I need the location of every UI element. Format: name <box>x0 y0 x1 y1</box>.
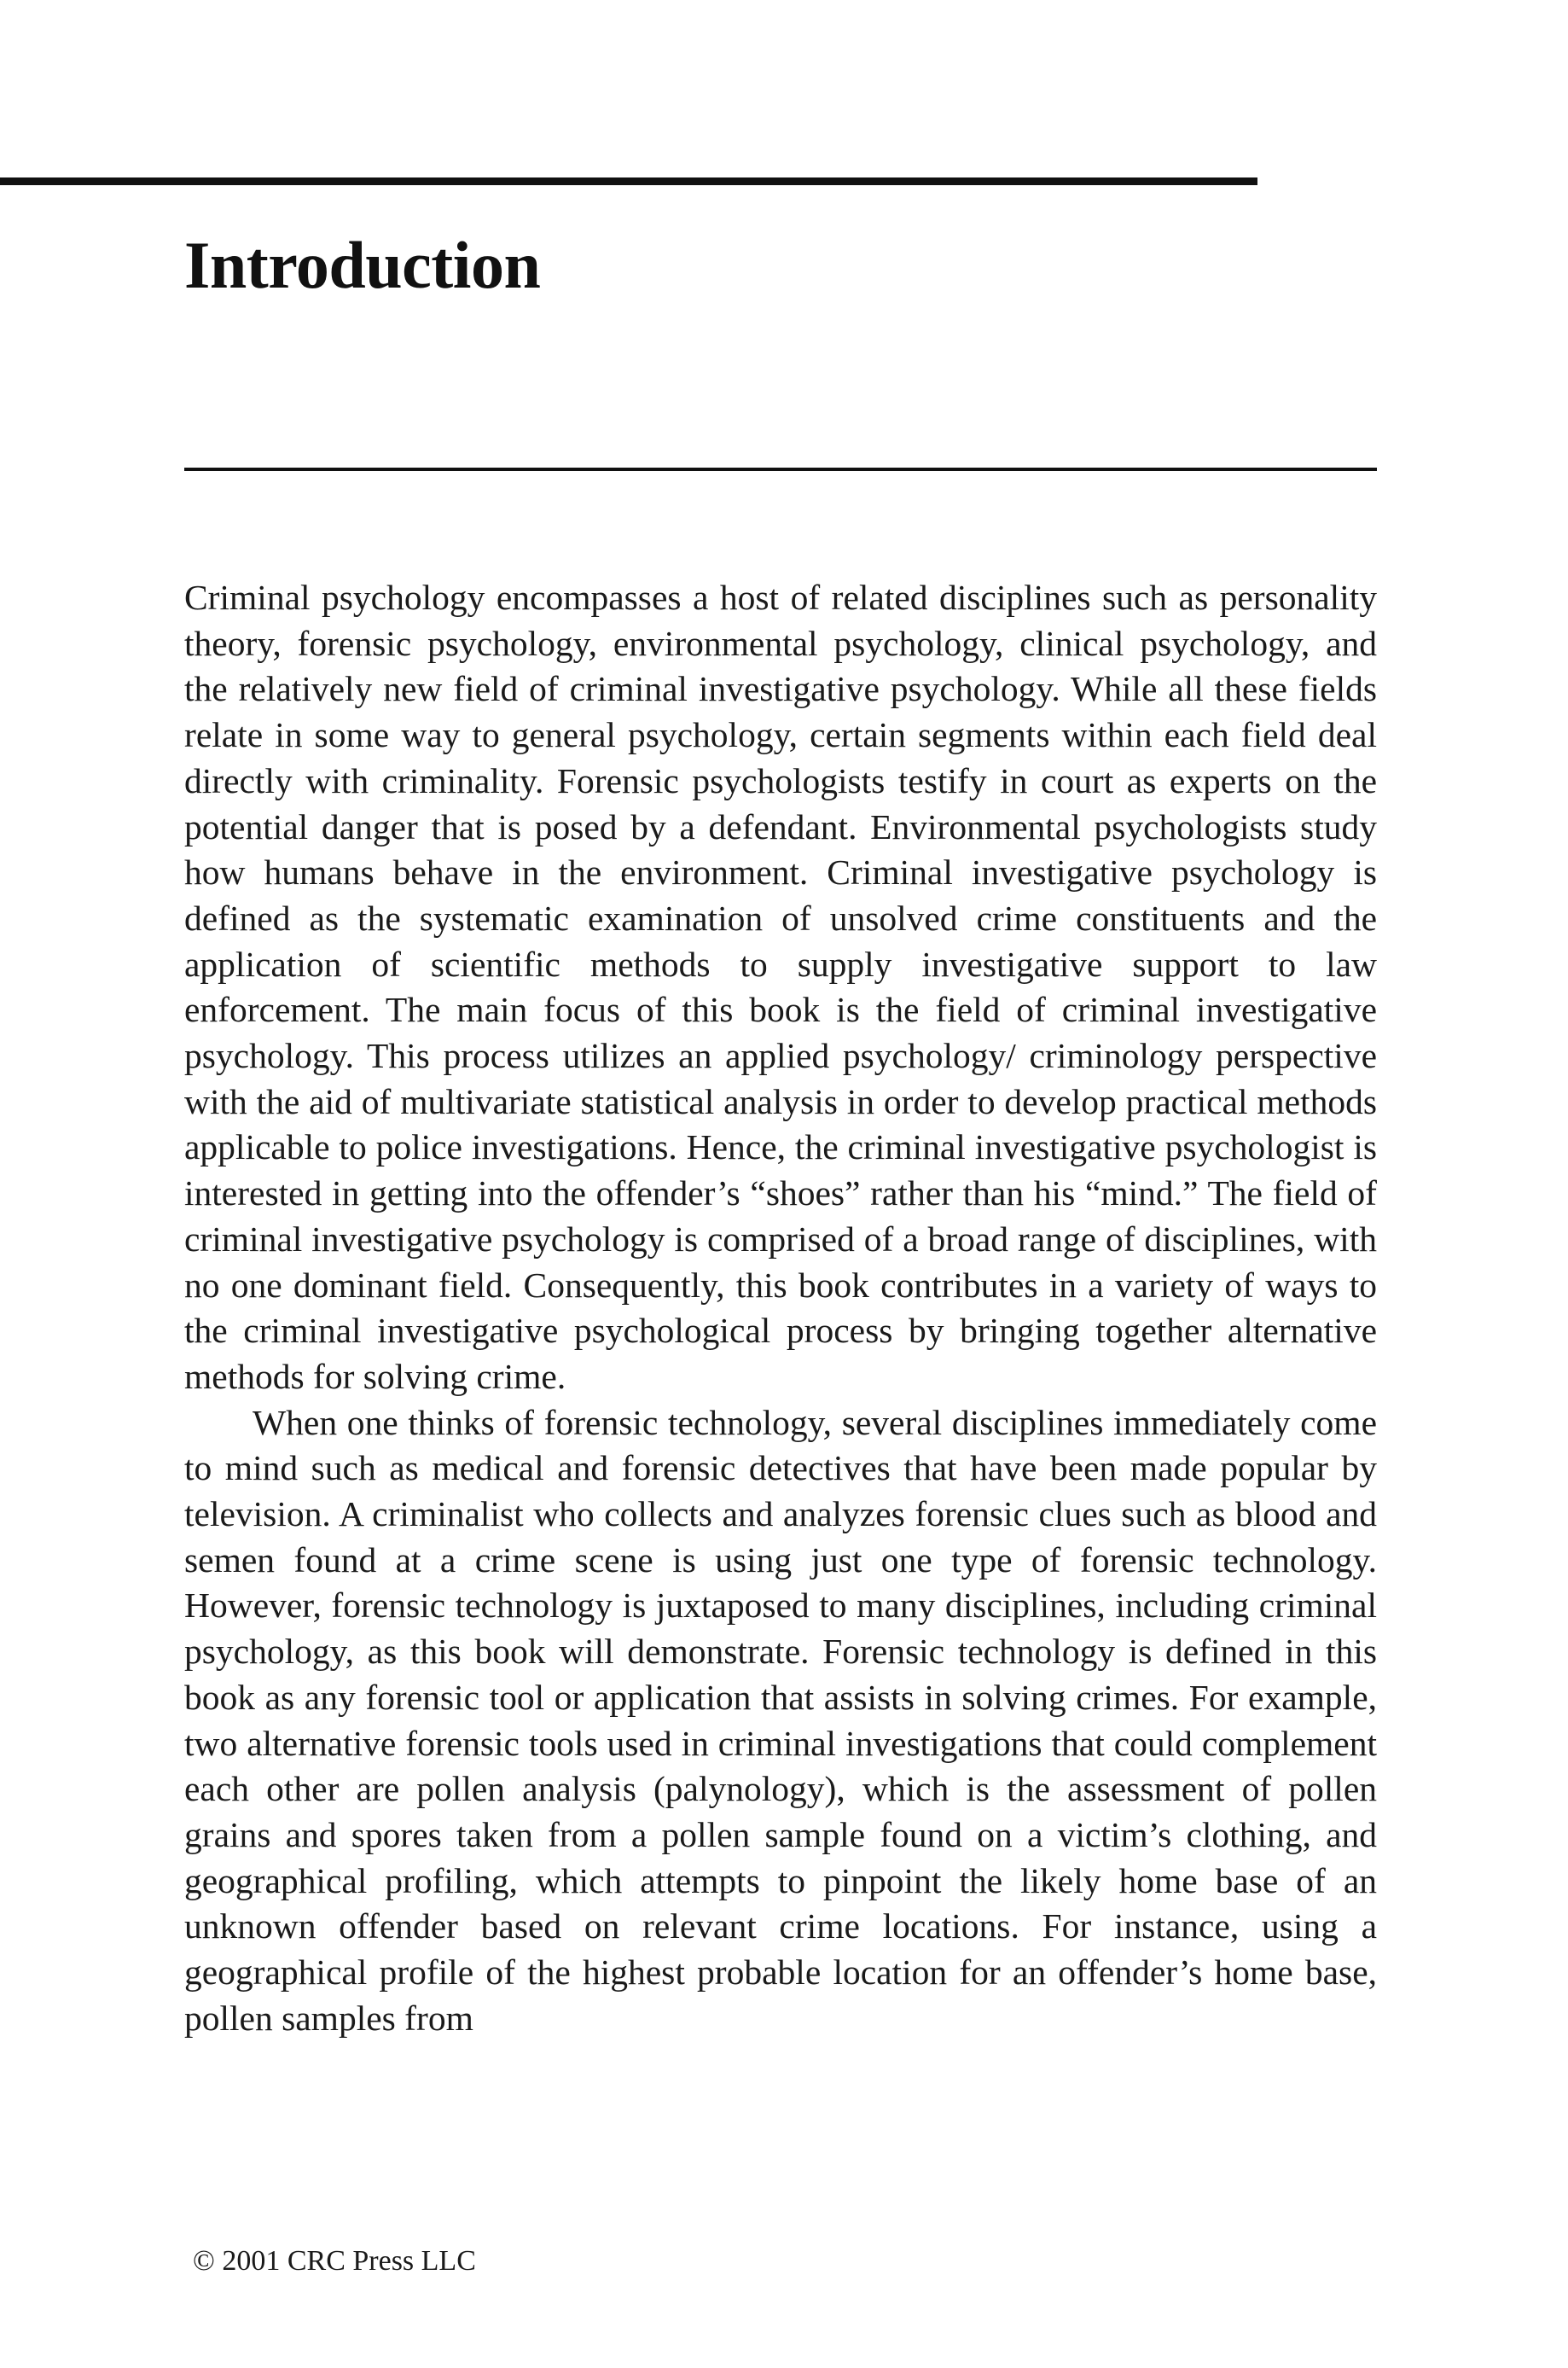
paragraph-1: Criminal psychology encompasses a host of related disciplines such as personality theory, forensic psychology, environmental psychology, clinical psychology, and the relatively new field of criminal investigative psychology. While all these fields relate in some way to general psychology, certain segments within each field deal directly with criminality. Forensic psychologists testify in court as experts on the potential danger that is posed by a defendant. Environmental psychologists study how humans behave in the environment. Criminal investigative psychology is defined as the systematic examination of unsolved crime constituents and the application of scientific methods to supply investigative support to law enforcement. The main focus of this book is the field of criminal investigative psychology. This process utilizes an applied psychology/ criminology perspective with the aid of multivariate statistical analysis in order to develop practical methods applicable to police investigations. Hence, the criminal investigative psychologist is interested in getting into the offender’s “shoes” rather than his “mind.” The field of criminal investigative psychology is comprised of a broad range of disciplines, with no one dominant field. Consequently, this book contributes in a variety of ways to the criminal investigative psychological process by bringing together alternative methods for solving crime. <box>184 578 1377 1396</box>
top-rule <box>0 177 1257 185</box>
paragraph-2: When one thinks of forensic technology, several disciplines immediately come to mind such as medical and forensic detectives that have been made popular by television. A criminalist who collects and analyzes forensic clues such as blood and semen found at a crime scene is using just one type of forensic technology. However, forensic technology is juxtaposed to many disciplines, including criminal psychology, as this book will demonstrate. Forensic technology is defined in this book as any forensic tool or application that assists in solving crimes. For example, two alternative forensic tools used in criminal investigations that could complement each other are pollen analysis (palynology), which is the assessment of pollen grains and spores taken from a pollen sample found on a victim’s clothing, and geographical profiling, which attempts to pinpoint the likely home base of an unknown offender based on relevant crime locations. For instance, using a geographical profile of the highest probable location for an offender’s home base, pollen samples from <box>184 1402 1377 2038</box>
body-text <box>184 575 1377 2042</box>
chapter-title: Introduction <box>184 228 541 302</box>
title-underline-rule <box>184 468 1377 471</box>
copyright-footer: © 2001 CRC Press LLC <box>193 2245 476 2277</box>
